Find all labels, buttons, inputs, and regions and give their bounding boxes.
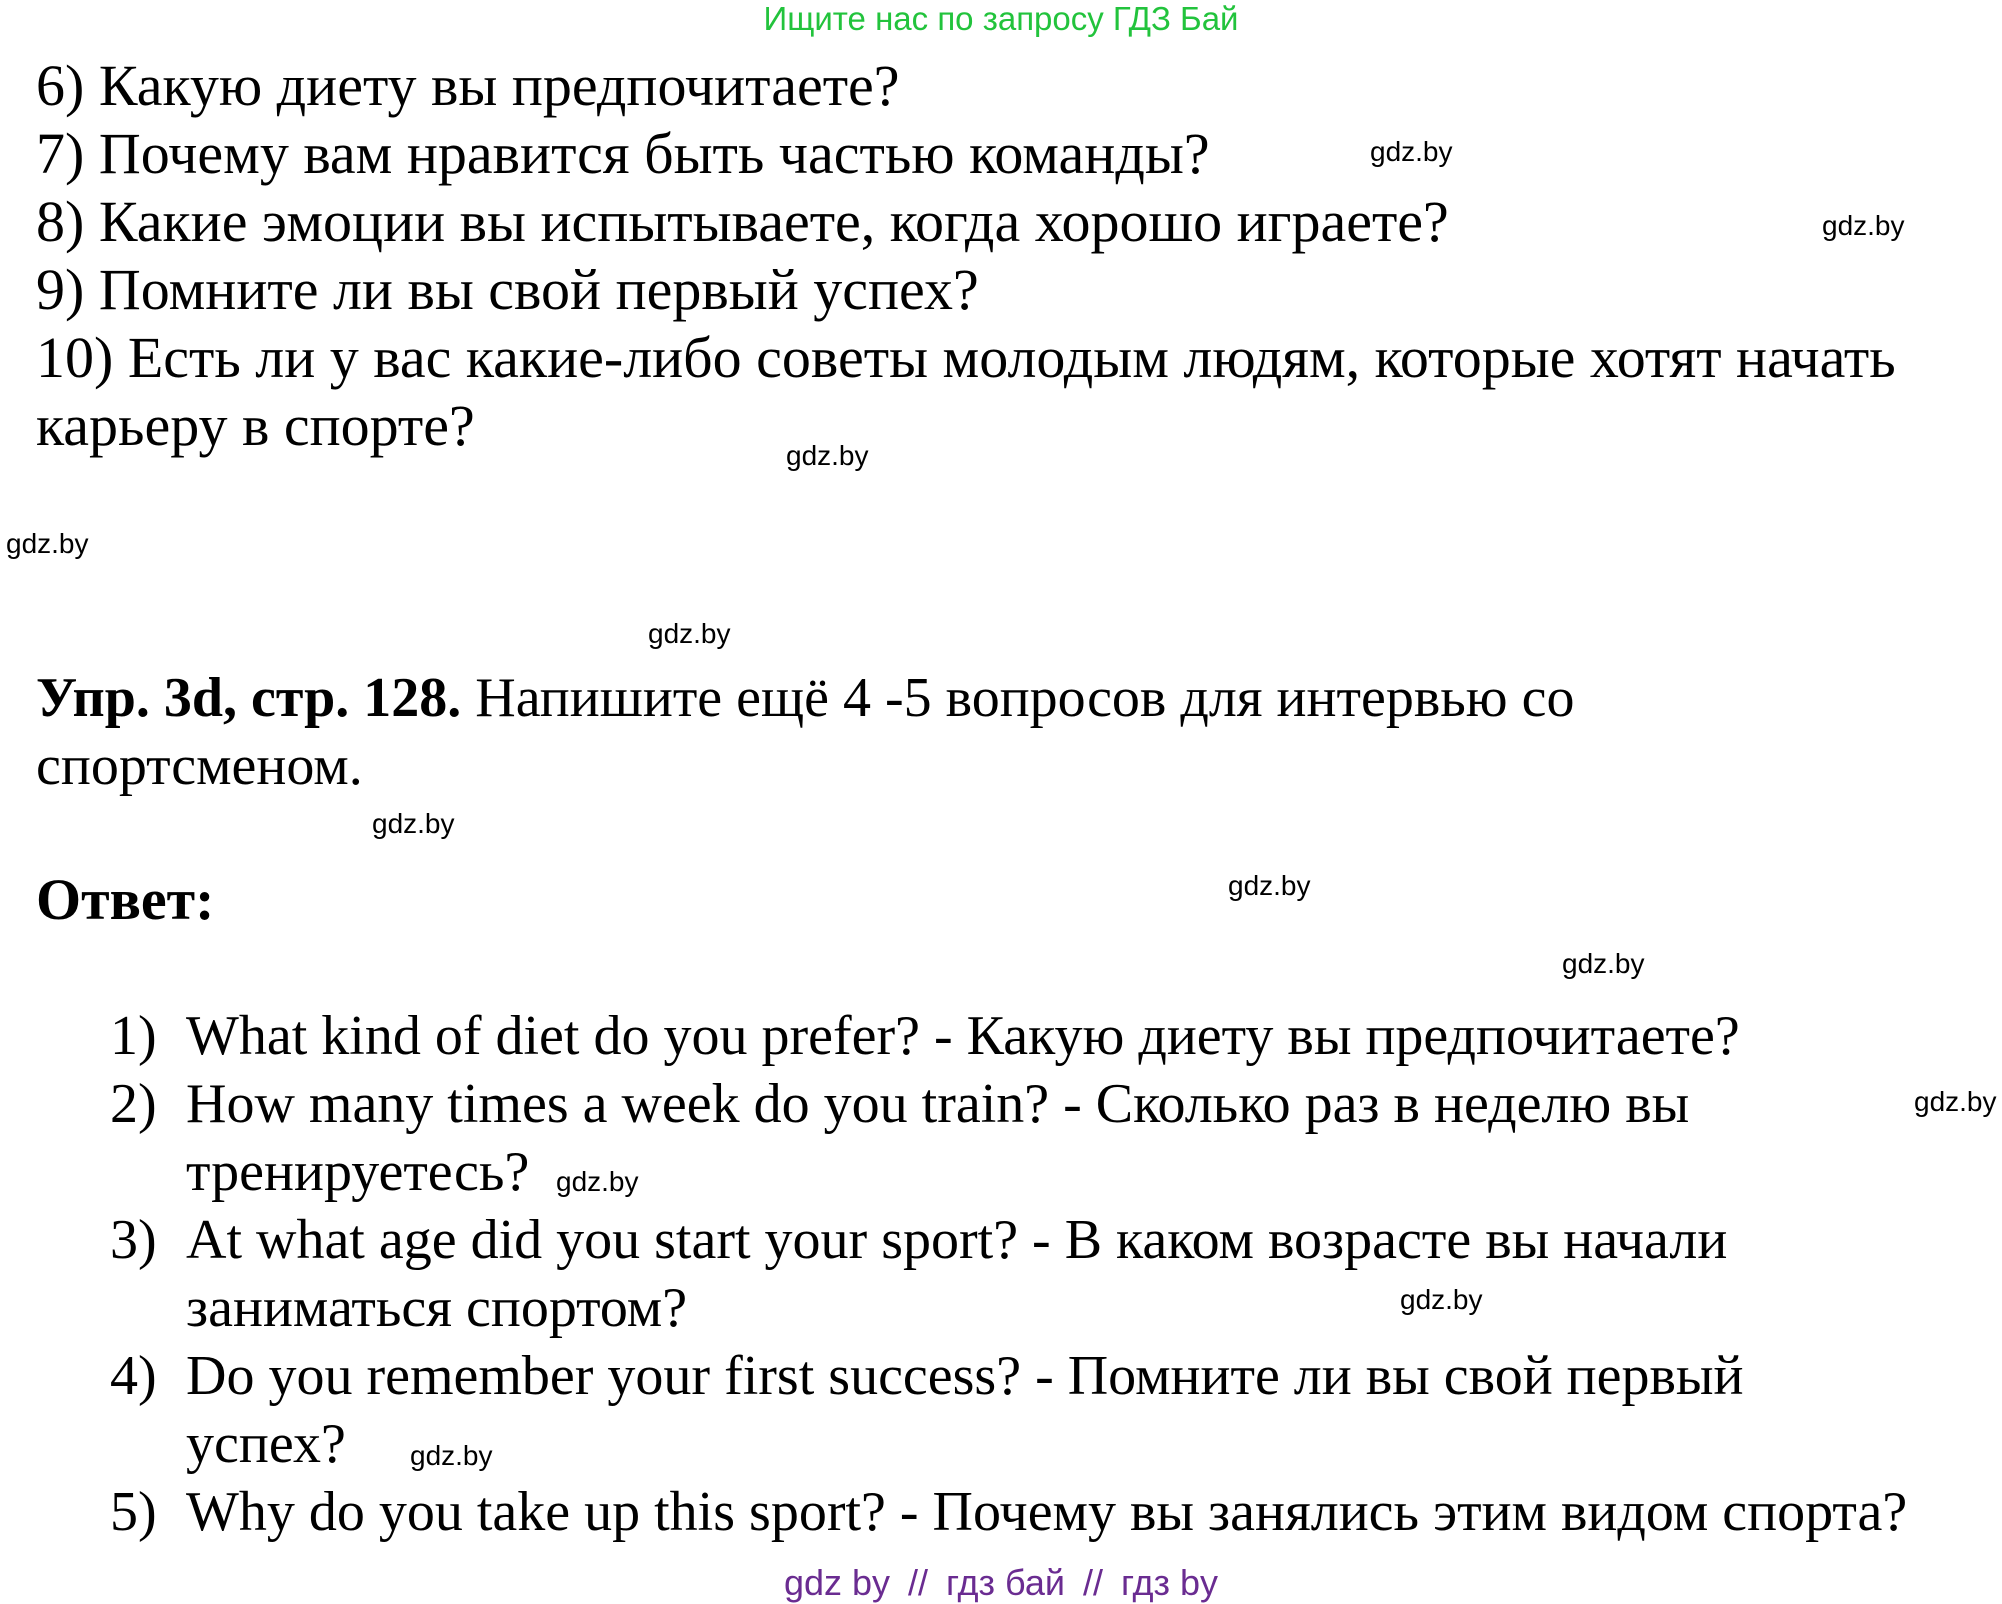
answer-number-3: 3) (110, 1209, 157, 1271)
watermark: gdz.by (556, 1166, 639, 1197)
footer-link-gdz-by-cyrillic[interactable]: гдз by (1121, 1562, 1219, 1603)
answer-1: What kind of diet do you prefer? - Какую диету вы предпочитаете? (186, 1005, 1740, 1067)
watermark: gdz.by (1400, 1284, 1483, 1315)
question-10-continued: карьеру в спорте? (36, 393, 475, 458)
watermark: gdz.by (1370, 136, 1453, 167)
watermark: gdz.by (1228, 870, 1311, 901)
task-heading (36, 664, 1575, 732)
answer-number-2: 2) (110, 1073, 157, 1135)
watermark: gdz.by (648, 618, 731, 649)
footer-link-gdz-by[interactable]: gdz by (783, 1562, 891, 1603)
footer-separator: // (1082, 1562, 1103, 1603)
watermark: gdz.by (372, 808, 455, 839)
watermark: gdz.by (1914, 1086, 1997, 1117)
search-banner: Ищите нас по запросу ГДЗ Бай (763, 0, 1239, 37)
task-text: Напишите ещё 4 -5 вопросов для интервью со (461, 667, 1575, 729)
question-10: 10) Есть ли у вас какие-либо советы молодым людям, которые хотят начать (36, 325, 1896, 390)
question-7: 7) Почему вам нравится быть частью команды? (36, 121, 1210, 186)
watermark: gdz.by (1822, 210, 1905, 241)
answer-4: Do you remember your first success? - Помните ли вы свой первый (186, 1345, 1744, 1407)
answer-2: How many times a week do you train? - Сколько раз в неделю вы (186, 1073, 1690, 1135)
answer-2-continued: тренируетесь? (186, 1141, 530, 1203)
question-9: 9) Помните ли вы свой первый успех? (36, 257, 979, 322)
footer-links (0, 1562, 2002, 1604)
footer-link-gdz-bai[interactable]: гдз бай (946, 1562, 1065, 1603)
task-label: Упр. 3d, стр. 128. (36, 667, 462, 729)
watermark: gdz.by (6, 528, 89, 559)
answer-3-continued: заниматься спортом? (186, 1277, 688, 1339)
answer-4-continued: успех? (186, 1413, 346, 1475)
footer-separator: // (908, 1562, 929, 1603)
answer-3: At what age did you start your sport? - В каком возрасте вы начали (186, 1209, 1728, 1271)
question-8: 8) Какие эмоции вы испытываете, когда хорошо играете? (36, 189, 1449, 254)
question-6: 6) Какую диету вы предпочитаете? (36, 53, 900, 118)
answer-5: Why do you take up this sport? - Почему вы занялись этим видом спорта? (186, 1481, 1908, 1543)
answer-number-1: 1) (110, 1005, 157, 1067)
answer-number-4: 4) (110, 1345, 157, 1407)
answer-number-5: 5) (110, 1481, 157, 1543)
task-text-continued: спортсменом. (36, 735, 363, 797)
watermark: gdz.by (786, 440, 869, 471)
watermark: gdz.by (1562, 948, 1645, 979)
watermark: gdz.by (410, 1440, 493, 1471)
answer-label: Ответ: (36, 867, 215, 932)
